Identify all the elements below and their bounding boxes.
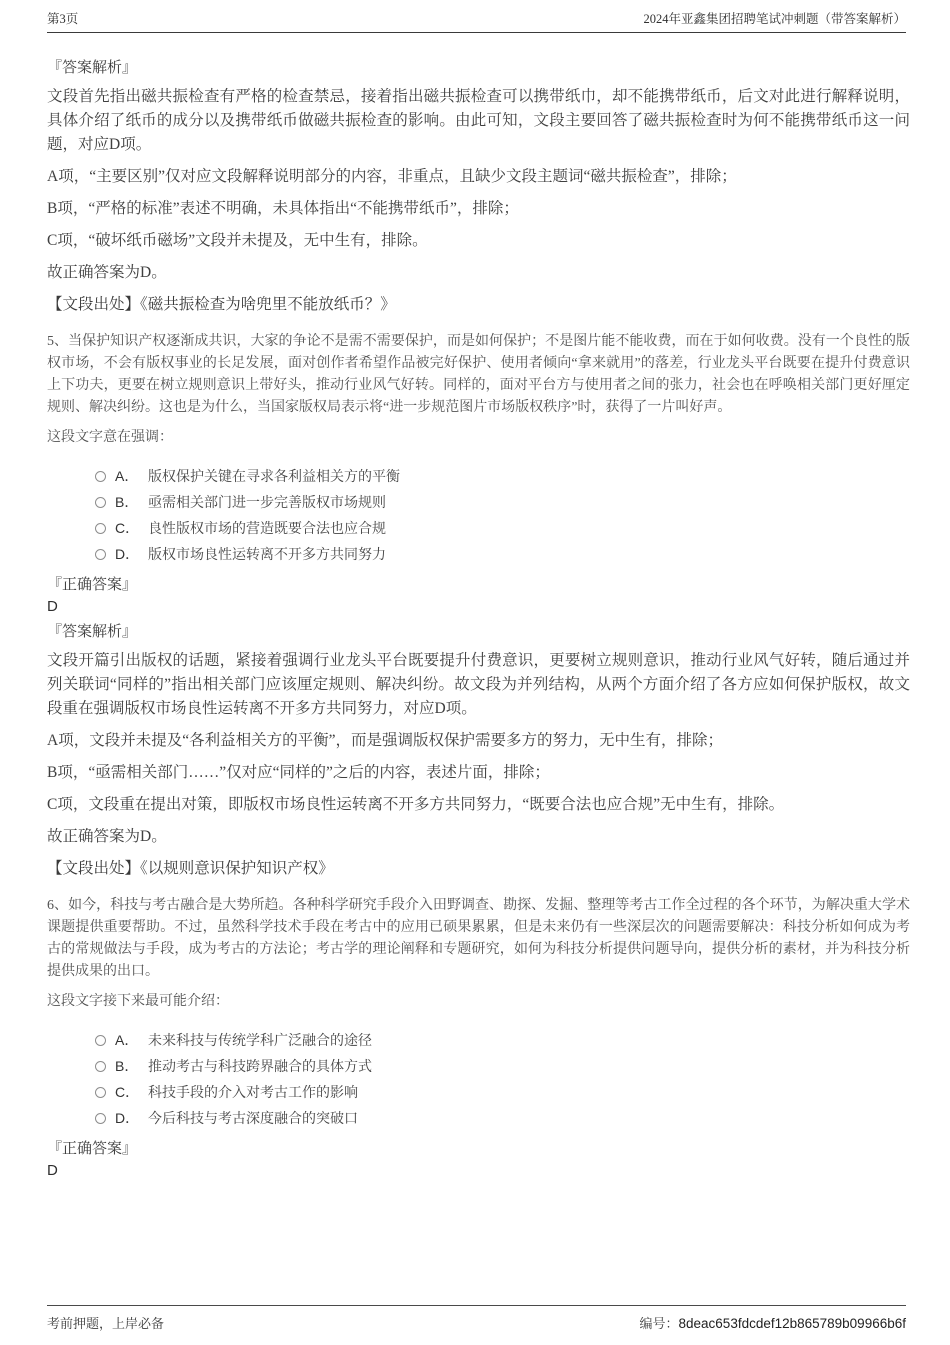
doc-title: 2024年亚鑫集团招聘笔试冲刺题（带答案解析） xyxy=(643,12,906,26)
option-letter: A． xyxy=(115,1032,139,1048)
radio-button[interactable] xyxy=(95,1087,106,1098)
answer-analysis-label: 『答案解析』 xyxy=(47,624,138,640)
option-text: 版权保护关键在寻求各利益相关方的平衡 xyxy=(148,470,400,485)
question-5-stem: 5、当保护知识产权逐渐成共识，大家的争论不是需不需要保护，而是如何保护；不是图片能不能收费，而在于如何收费。没有一个良性的版权市场，不会有版权事业的长足发展，面对创作者希望作品被完好保护、使用者倾向“拿来就用”的落差，行业龙头平台既要在提升付费意识上下功夫，更要在树立规则意识上带好头，推动行业风气好转。同样的，面对平台方与使用者之间的张力，社会也在呼唤相关部门更好厘定规则、解决纠纷。这也是为什么，当国家版权局表示将“进一步规范图片市场版权秩序”时，获得了一片叫好声。 xyxy=(47,334,910,415)
analysis-item-a: A项，文段并未提及“各利益相关方的平衡”，而是强调版权保护需要多方的努力，无中生有，排除； xyxy=(47,732,723,749)
analysis-conclusion: 故正确答案为D。 xyxy=(47,264,167,281)
option-text: 版权市场良性运转离不开多方共同努力 xyxy=(148,548,386,563)
radio-button[interactable] xyxy=(95,1035,106,1046)
correct-answer-label: 『正确答案』 xyxy=(47,1141,138,1157)
option-letter: D． xyxy=(115,546,140,562)
option-text: 亟需相关部门进一步完善版权市场规则 xyxy=(148,496,386,511)
option-letter: C． xyxy=(115,1084,140,1100)
footer-code xyxy=(640,1313,907,1332)
radio-button[interactable] xyxy=(95,549,106,560)
analysis-item-b: B项，“亟需相关部门……”仅对应“同样的”之后的内容，表述片面，排除； xyxy=(47,764,550,781)
correct-answer-value: D xyxy=(47,598,58,615)
correct-answer-value: D xyxy=(47,1162,58,1179)
option-letter: C． xyxy=(115,520,140,536)
footer-code-value: 8deac653fdcdef12b865789b09966b6f xyxy=(678,1316,906,1331)
option-letter: A． xyxy=(115,468,139,484)
analysis-conclusion: 故正确答案为D。 xyxy=(47,828,167,845)
analysis-item-c: C项，“破坏纸币磁场”文段并未提及，无中生有，排除。 xyxy=(47,232,428,249)
analysis-paragraph: 文段开篇引出版权的话题，紧接着强调行业龙头平台既要提升付费意识，更要树立规则意识，推动行业风气好转，随后通过并列关联词“同样的”指出相关部门应该厘定规则、解决纠纷。故文段为并列结构，从两个方面介绍了各方应如何保护版权，故文段重在强调版权市场良性运转离不开多方共同努力，对应D项。 xyxy=(47,652,910,717)
radio-button[interactable] xyxy=(95,1113,106,1124)
answer-analysis-label: 『答案解析』 xyxy=(47,60,138,76)
analysis-item-c: C项，文段重在提出对策，即版权市场良性运转离不开多方共同努力，“既要合法也应合规”无中生有，排除。 xyxy=(47,796,785,813)
radio-button[interactable] xyxy=(95,497,106,508)
page-content xyxy=(47,44,910,1185)
option-letter: D． xyxy=(115,1110,140,1126)
option-text: 推动考古与科技跨界融合的具体方式 xyxy=(148,1060,372,1075)
option-row-b[interactable] xyxy=(95,489,910,515)
radio-button[interactable] xyxy=(95,523,106,534)
option-row-d[interactable] xyxy=(95,1105,910,1131)
option-row-b[interactable] xyxy=(95,1053,910,1079)
option-row-a[interactable] xyxy=(95,463,910,489)
radio-button[interactable] xyxy=(95,471,106,482)
page-header xyxy=(47,9,906,33)
option-text: 科技手段的介入对考古工作的影响 xyxy=(148,1086,358,1101)
page-number: 第3页 xyxy=(47,12,79,26)
analysis-item-b: B项，“严格的标准”表述不明确，未具体指出“不能携带纸币”，排除； xyxy=(47,200,519,217)
footer-code-label: 编号： xyxy=(639,1316,679,1331)
question-6-prompt: 这段文字接下来最可能介绍： xyxy=(47,994,229,1009)
option-text: 今后科技与考古深度融合的突破口 xyxy=(148,1112,358,1127)
question-5-prompt: 这段文字意在强调： xyxy=(47,430,173,445)
analysis-paragraph: 文段首先指出磁共振检查有严格的检查禁忌，接着指出磁共振检查可以携带纸巾，却不能携带纸币，后文对此进行解释说明，具体介绍了纸币的成分以及携带纸币做磁共振检查的影响。由此可知，文段主要回答了磁共振检查时为何不能携带纸币这一问题，对应D项。 xyxy=(47,88,910,153)
question-6-options xyxy=(95,1027,910,1131)
radio-button[interactable] xyxy=(95,1061,106,1072)
option-row-c[interactable] xyxy=(95,515,910,541)
option-text: 未来科技与传统学科广泛融合的途径 xyxy=(148,1034,372,1049)
option-letter: B． xyxy=(115,1058,139,1074)
option-row-a[interactable] xyxy=(95,1027,910,1053)
page-footer xyxy=(47,1305,906,1332)
option-row-d[interactable] xyxy=(95,541,910,567)
question-5-options xyxy=(95,463,910,567)
footer-slogan: 考前押题，上岸必备 xyxy=(47,1316,165,1331)
option-letter: B． xyxy=(115,494,139,510)
option-text: 良性版权市场的营造既要合法也应合规 xyxy=(148,522,386,537)
question-6-stem: 6、如今，科技与考古融合是大势所趋。各种科学研究手段介入田野调查、勘探、发掘、整理等考古工作全过程的各个环节，为解决重大学术课题提供重要帮助。不过，虽然科学技术手段在考古中的应用已硕果累累，但是未来仍有一些深层次的问题需要解决：科技分析如何成为考古的常规做法与手段，成为考古的方法论；考古学的理论阐释和专题研究，如何为科技分析提供问题导向，提供分析的素材，并为科技分析提供成果的出口。 xyxy=(47,898,910,979)
analysis-item-a: A项，“主要区别”仅对应文段解释说明部分的内容，非重点，且缺少文段主题词“磁共振检查”，排除； xyxy=(47,168,737,185)
source-line: 【文段出处】《磁共振检查为啥兜里不能放纸币？》 xyxy=(47,296,396,313)
option-row-c[interactable] xyxy=(95,1079,910,1105)
correct-answer-label: 『正确答案』 xyxy=(47,577,138,593)
source-line: 【文段出处】《以规则意识保护知识产权》 xyxy=(47,860,334,877)
